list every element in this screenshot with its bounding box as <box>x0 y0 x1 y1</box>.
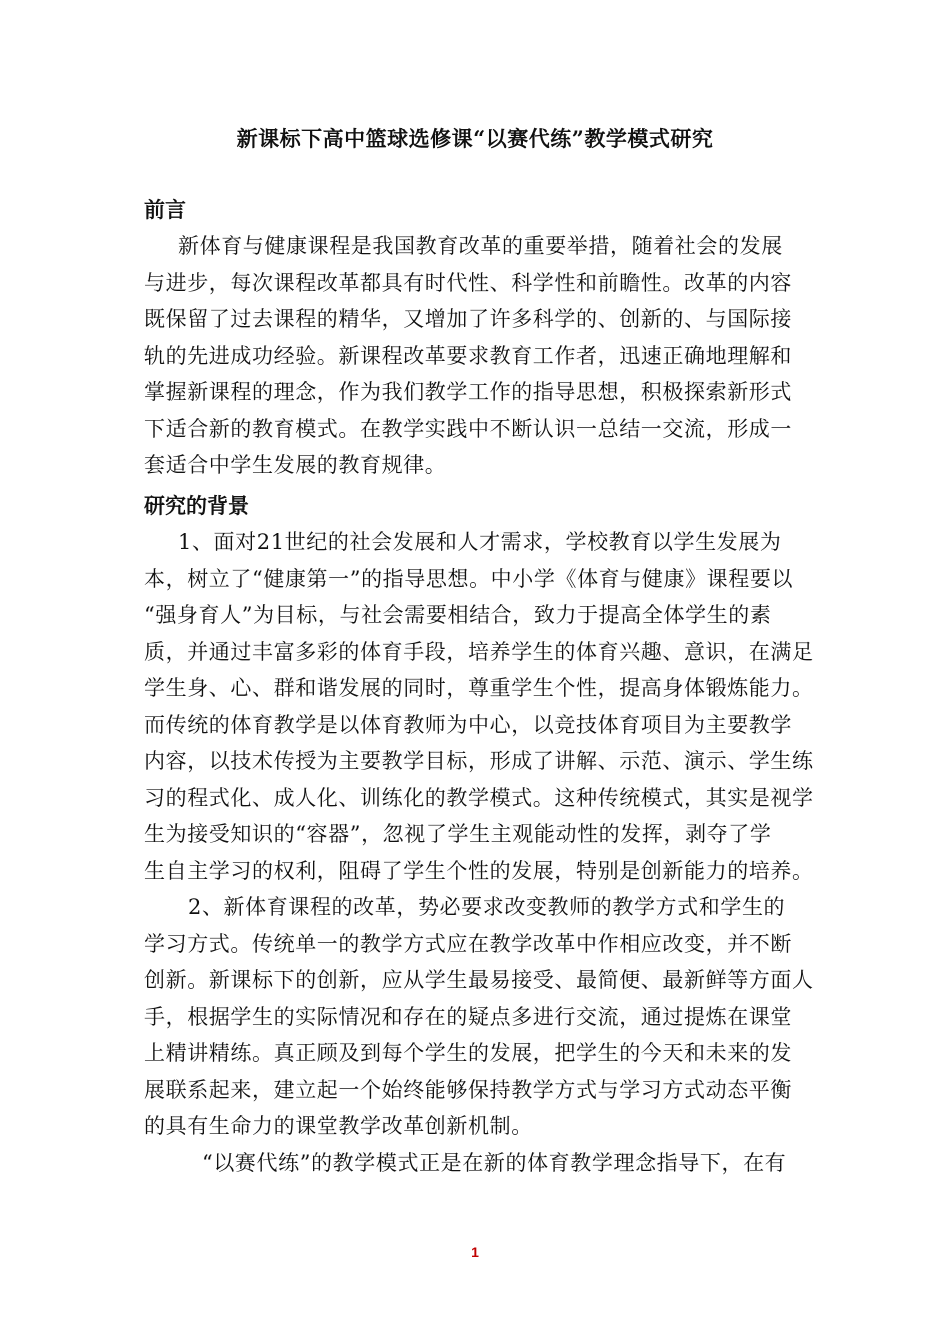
paragraph-line: 上精讲精练。真正顾及到每个学生的发展，把学生的今天和未来的发 <box>144 1041 792 1065</box>
paragraph-line: 套适合中学生发展的教育规律。 <box>144 453 447 477</box>
paragraph-line: “强身育人”为目标，与社会需要相结合，致力于提高全体学生的素 <box>144 603 772 627</box>
paragraph-line: 本，树立了“健康第一”的指导思想。中小学《体育与健康》课程要以 <box>144 566 794 591</box>
section-heading-background: 研究的背景 <box>144 493 249 518</box>
paragraph-line: 与进步，每次课程改革都具有时代性、科学性和前瞻性。改革的内容 <box>144 270 792 295</box>
paragraph-line: 而传统的体育教学是以体育教师为中心，以竞技体育项目为主要教学 <box>144 712 792 737</box>
paragraph-line: 学习方式。传统单一的教学方式应在教学改革中作相应改变，并不断 <box>144 931 792 956</box>
paragraph-line: 学生身、心、群和谐发展的同时，尊重学生个性，提高身体锻炼能力。 <box>144 676 814 700</box>
paragraph-line: 下适合新的教育模式。在教学实践中不断认识一总结一交流，形成一 <box>144 416 792 441</box>
section-background <box>144 488 812 1181</box>
paragraph-line: 生为接受知识的“容器”，忽视了学生主观能动性的发挥，剥夺了学 <box>144 822 772 846</box>
paragraph-line: 轨的先进成功经验。新课程改革要求教育工作者，迅速正确地理解和 <box>144 343 792 368</box>
paragraph-line: 掌握新课程的理念，作为我们教学工作的指导思想，积极探索新形式 <box>144 380 792 404</box>
paragraph-line: 展联系起来，建立起一个始终能够保持教学方式与学习方式动态平衡 <box>144 1077 792 1102</box>
paragraph-line: 创新。新课标下的创新，应从学生最易接受、最简便、最新鲜等方面人 <box>144 968 814 992</box>
section-heading-preface: 前言 <box>144 197 186 222</box>
paragraph-line: 新体育与健康课程是我国教育改革的重要举措，随着社会的发展 <box>178 234 783 258</box>
paragraph-line: 1、面对21世纪的社会发展和人才需求，学校教育以学生发展为 <box>178 530 782 554</box>
paragraph-line: 生自主学习的权利，阻碍了学生个性的发展，特别是创新能力的培养。 <box>144 858 814 883</box>
paragraph-line: 的具有生命力的课堂教学改革创新机制。 <box>144 1114 533 1138</box>
document-title: 新课标下高中篮球选修课“以赛代练”教学模式研究 <box>236 126 714 151</box>
paragraph-line: 手，根据学生的实际情况和存在的疑点多进行交流，通过提炼在课堂 <box>144 1004 792 1029</box>
paragraph-line: 既保留了过去课程的精华，又增加了许多科学的、创新的、与国际接 <box>144 307 792 331</box>
paragraph-line: 2、新体育课程的改革，势必要求改变教师的教学方式和学生的 <box>188 895 786 919</box>
paragraph-line: 习的程式化、成人化、训练化的教学模式。这种传统模式，其实是视学 <box>144 785 814 810</box>
paragraph-line: 内容，以技术传授为主要教学目标，形成了讲解、示范、演示、学生练 <box>144 749 814 773</box>
paragraph-line: “以赛代练”的教学模式正是在新的体育教学理念指导下，在有 <box>202 1150 787 1175</box>
paragraph-line: 质，并通过丰富多彩的体育手段，培养学生的体育兴趣、意识，在满足 <box>144 639 814 664</box>
page-number: 1 <box>471 1244 479 1260</box>
section-preface <box>144 192 812 484</box>
